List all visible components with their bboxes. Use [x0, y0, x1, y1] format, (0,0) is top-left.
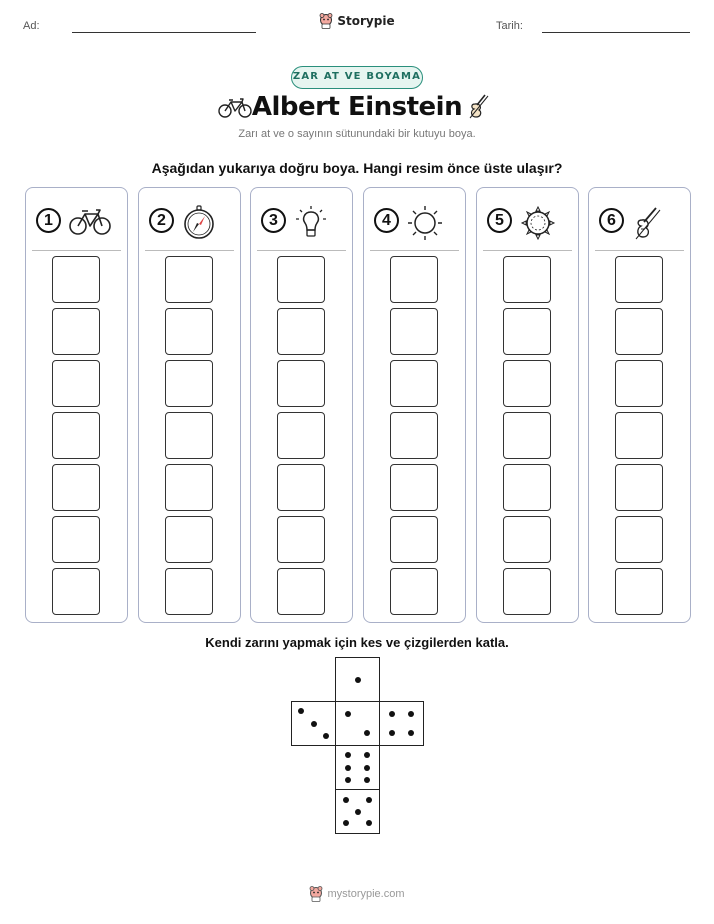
die-face-5: [335, 789, 380, 834]
color-box[interactable]: [503, 516, 551, 563]
color-box[interactable]: [615, 308, 663, 355]
storypie-mascot-icon: [319, 13, 333, 29]
column-divider: [595, 250, 684, 251]
footer: [0, 886, 714, 907]
color-box[interactable]: [503, 568, 551, 615]
die-pip: [366, 797, 372, 803]
instruction-top: Aşağıdan yukarıya doğru boya. Hangi resim önce üste ulaşır?: [151, 160, 563, 176]
color-box[interactable]: [390, 308, 438, 355]
column-header: [487, 204, 572, 238]
color-box[interactable]: [277, 412, 325, 459]
bicycle-icon: [218, 96, 252, 118]
color-box[interactable]: [165, 516, 213, 563]
die-pip: [408, 711, 414, 717]
column-divider: [370, 250, 459, 251]
color-box[interactable]: [615, 516, 663, 563]
die-face-1: [335, 657, 380, 702]
color-box[interactable]: [277, 464, 325, 511]
lightbulb-icon: [293, 204, 329, 245]
column-divider: [483, 250, 572, 251]
column-4: [363, 187, 466, 623]
die-pip: [355, 809, 361, 815]
column-3: [250, 187, 353, 623]
compass-icon: [181, 204, 217, 245]
name-label: Ad:: [23, 20, 40, 32]
color-box[interactable]: [277, 256, 325, 303]
color-box[interactable]: [277, 516, 325, 563]
column-number: 4: [374, 208, 399, 233]
column-5: [476, 187, 579, 623]
color-box[interactable]: [165, 308, 213, 355]
color-box[interactable]: [615, 412, 663, 459]
color-box[interactable]: [277, 568, 325, 615]
color-box[interactable]: [165, 412, 213, 459]
color-box[interactable]: [503, 464, 551, 511]
die-face-2: [335, 701, 380, 746]
die-pip: [389, 711, 395, 717]
column-1: [25, 187, 128, 623]
column-header: [599, 204, 684, 238]
color-box[interactable]: [165, 568, 213, 615]
color-box[interactable]: [390, 256, 438, 303]
die-pip: [408, 730, 414, 736]
die-pip: [364, 777, 370, 783]
color-box[interactable]: [52, 360, 100, 407]
column-header: [261, 204, 346, 238]
color-box[interactable]: [390, 568, 438, 615]
column-number: 1: [36, 208, 61, 233]
sun-outline-icon: [406, 204, 444, 247]
column-6: [588, 187, 691, 623]
color-box[interactable]: [503, 256, 551, 303]
die-pip: [355, 677, 361, 683]
die-pip: [345, 765, 351, 771]
subtitle: Zarı at ve o sayının sütunundaki bir kutuyu boya.: [238, 128, 476, 140]
color-box[interactable]: [615, 256, 663, 303]
die-face-4: [379, 701, 424, 746]
die-pip: [364, 730, 370, 736]
color-box[interactable]: [52, 568, 100, 615]
column-header: [374, 204, 459, 238]
date-label: Tarih:: [496, 20, 523, 32]
die-pip: [366, 820, 372, 826]
color-box[interactable]: [165, 360, 213, 407]
die-pip: [364, 765, 370, 771]
color-box[interactable]: [52, 256, 100, 303]
color-box[interactable]: [277, 308, 325, 355]
color-box[interactable]: [615, 568, 663, 615]
column-number: 6: [599, 208, 624, 233]
die-face-3: [291, 701, 336, 746]
column-header: [149, 204, 234, 238]
die-pip: [298, 708, 304, 714]
color-box[interactable]: [503, 412, 551, 459]
column-divider: [32, 250, 121, 251]
color-box[interactable]: [52, 308, 100, 355]
column-number: 2: [149, 208, 174, 233]
color-box[interactable]: [52, 464, 100, 511]
color-box[interactable]: [615, 464, 663, 511]
column-divider: [145, 250, 234, 251]
die-pip: [343, 797, 349, 803]
bicycle-icon: [68, 204, 112, 243]
die-pip: [343, 820, 349, 826]
color-box[interactable]: [390, 516, 438, 563]
color-box[interactable]: [165, 464, 213, 511]
die-pip: [345, 777, 351, 783]
column-header: [36, 204, 121, 238]
die-pip: [345, 752, 351, 758]
color-box[interactable]: [503, 308, 551, 355]
brand-logo: [0, 13, 714, 34]
activity-badge: ZAR AT VE BOYAMA: [291, 66, 423, 89]
die-pip: [364, 752, 370, 758]
die-pip: [323, 733, 329, 739]
instruction-bottom: Kendi zarını yapmak için kes ve çizgilerden katla.: [205, 635, 509, 650]
die-pip: [389, 730, 395, 736]
storypie-mascot-icon: [309, 886, 323, 902]
color-box[interactable]: [615, 360, 663, 407]
color-box[interactable]: [52, 516, 100, 563]
die-pip: [311, 721, 317, 727]
color-box[interactable]: [52, 412, 100, 459]
sun-icon: [519, 204, 557, 247]
color-box[interactable]: [165, 256, 213, 303]
color-box[interactable]: [390, 360, 438, 407]
column-divider: [257, 250, 346, 251]
color-box[interactable]: [503, 360, 551, 407]
footer-url: mystorypie.com: [327, 888, 405, 900]
color-box[interactable]: [390, 464, 438, 511]
violin-icon: [466, 92, 492, 122]
die-face-6: [335, 745, 380, 790]
color-box[interactable]: [390, 412, 438, 459]
die-pip: [345, 711, 351, 717]
column-number: 3: [261, 208, 286, 233]
violin-icon: [631, 204, 665, 249]
brand-name: Storypie: [337, 14, 395, 28]
color-box[interactable]: [277, 360, 325, 407]
column-number: 5: [487, 208, 512, 233]
page-title: Albert Einstein: [251, 92, 463, 122]
column-2: [138, 187, 241, 623]
